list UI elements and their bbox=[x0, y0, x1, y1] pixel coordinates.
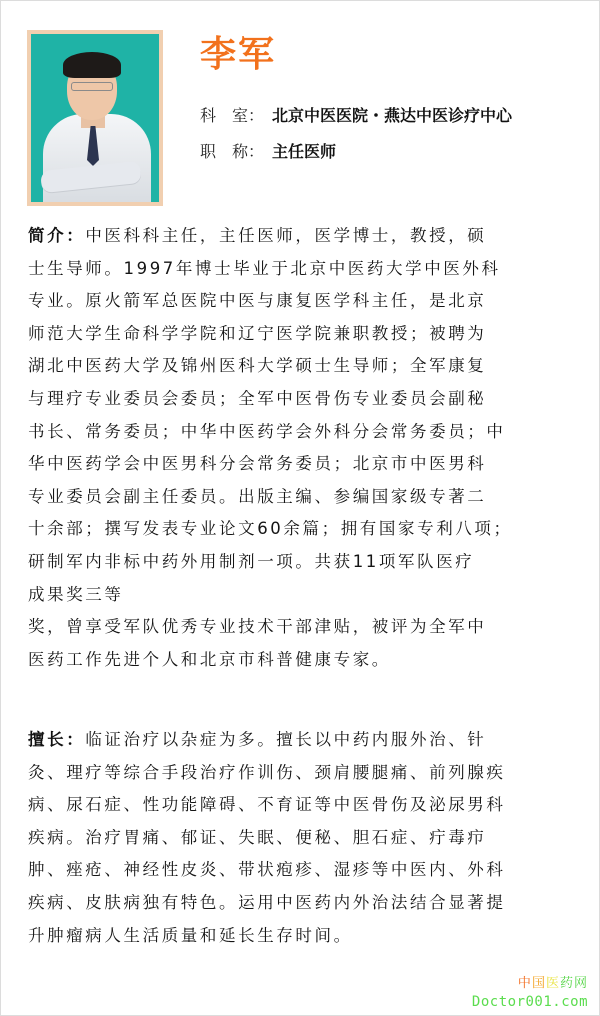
intro-text: 中医科科主任，主任医师，医学博士，教授，硕 bbox=[85, 226, 487, 245]
intro-line: 士生导师。1997年博士毕业于北京中医药大学中医外科 bbox=[28, 258, 501, 278]
intro-line: 十余部；撰写发表专业论文60余篇；拥有国家专利八项； bbox=[28, 519, 513, 539]
specialty-section bbox=[28, 724, 573, 952]
specialty-line: 肿、痤疮、神经性皮炎、带状疱疹、湿疹等中医内、外科 bbox=[28, 860, 506, 880]
watermark-char: 国 bbox=[531, 976, 546, 991]
photo-hair bbox=[63, 52, 121, 78]
intro-line: 湖北中医药大学及锦州医科大学硕士生导师；全军康复 bbox=[28, 356, 487, 376]
watermark-char: 药 bbox=[559, 976, 574, 991]
intro-line: 成果奖三等 bbox=[28, 584, 124, 604]
intro-lead: 简介： bbox=[28, 226, 86, 245]
intro-line: 书长、常务委员；中华中医药学会外科分会常务委员；中 bbox=[28, 421, 506, 441]
intro-line: 专业。原火箭军总医院中医与康复医学科主任，是北京 bbox=[28, 291, 487, 311]
doctor-name: 李军 bbox=[200, 34, 277, 75]
specialty-line bbox=[28, 724, 573, 757]
department-row bbox=[200, 105, 512, 127]
watermark-en: Doctor001.com bbox=[471, 994, 588, 1010]
watermark-char: 中 bbox=[517, 976, 532, 991]
title-label: 职 称： bbox=[200, 142, 265, 161]
specialty-text: 临证治疗以杂症为多。擅长以中药内服外治、针 bbox=[85, 730, 487, 749]
specialty-line: 疾病、皮肤病独有特色。运用中医药内外治法结合显著提 bbox=[28, 892, 506, 912]
site-watermark bbox=[472, 975, 588, 1011]
intro-line: 与理疗专业委员会委员；全军中医骨伤专业委员会副秘 bbox=[28, 388, 487, 408]
title-value: 主任医师 bbox=[272, 142, 337, 161]
specialty-line: 疾病。治疗胃痛、郁证、失眠、便秘、胆石症、疔毒疖 bbox=[28, 827, 487, 847]
intro-line: 专业委员会副主任委员。出版主编、参编国家级专著二 bbox=[28, 486, 487, 506]
intro-line: 华中医药学会中医男科分会常务委员；北京市中医男科 bbox=[28, 454, 487, 474]
department-label: 科 室： bbox=[200, 106, 265, 125]
photo-glasses bbox=[71, 82, 113, 91]
watermark-char: 网 bbox=[573, 976, 588, 991]
doctor-photo-frame bbox=[27, 30, 163, 206]
intro-section bbox=[28, 220, 573, 676]
intro-line: 奖，曾享受军队优秀专业技术干部津贴，被评为全军中 bbox=[28, 617, 487, 637]
intro-line: 医药工作先进个人和北京市科普健康专家。 bbox=[28, 649, 391, 669]
department-value: 北京中医医院・燕达中医诊疗中心 bbox=[272, 106, 513, 125]
specialty-line: 升肿瘤病人生活质量和延长生存时间。 bbox=[28, 925, 353, 945]
intro-line bbox=[28, 220, 573, 253]
specialty-line: 病、尿石症、性功能障碍、不育证等中医骨伤及泌尿男科 bbox=[28, 795, 506, 815]
specialty-line: 灸、理疗等综合手段治疗作训伤、颈肩腰腿痛、前列腺疾 bbox=[28, 762, 506, 782]
title-row bbox=[200, 141, 336, 163]
doctor-photo bbox=[31, 34, 159, 202]
specialty-lead: 擅长： bbox=[28, 730, 86, 749]
watermark-cn bbox=[472, 975, 588, 993]
watermark-char: 医 bbox=[545, 976, 560, 991]
intro-line: 师范大学生命科学学院和辽宁医学院兼职教授；被聘为 bbox=[28, 323, 487, 343]
intro-line: 研制军内非标中药外用制剂一项。共获11项军队医疗 bbox=[28, 551, 475, 571]
